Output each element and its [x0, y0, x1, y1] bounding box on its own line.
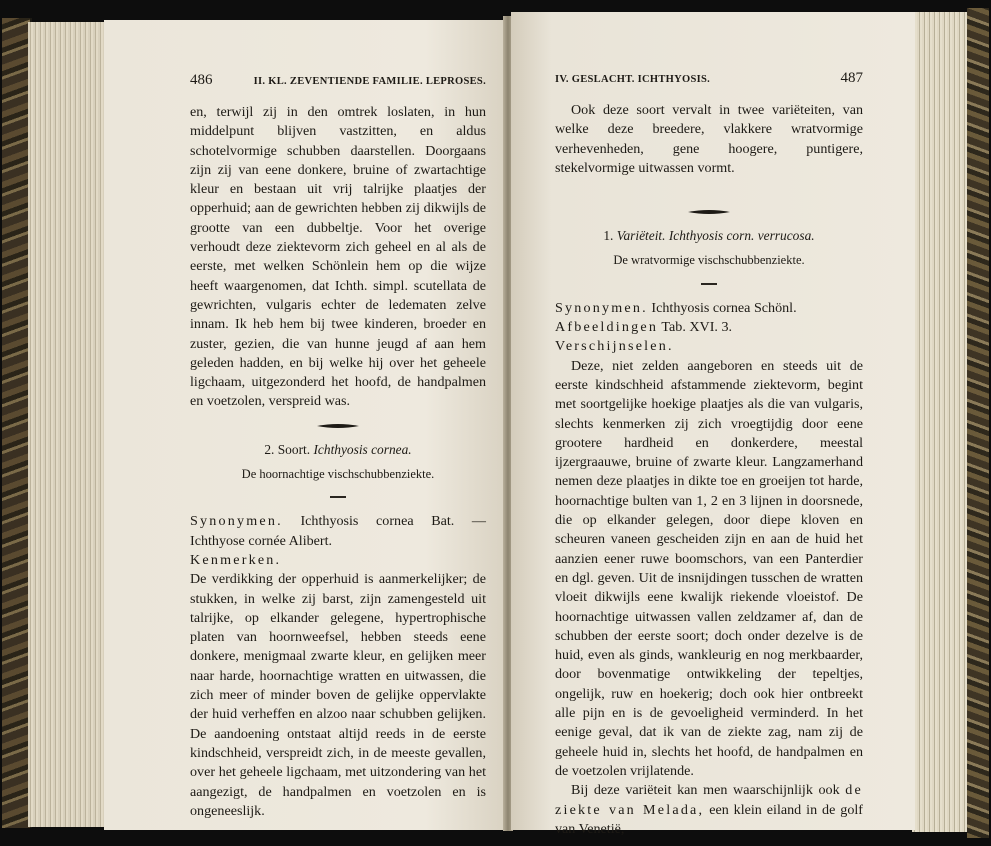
running-head: II. KL. ZEVENTIENDE FAMILIE. LEPROSES. [253, 76, 486, 87]
last-paragraph-spaced: de ziekte van Melada, [555, 782, 863, 818]
section-title-name: Ichthyosis cornea. [313, 441, 412, 457]
right-page-header [555, 70, 863, 87]
figures-label: Afbeeldingen [555, 319, 659, 336]
right-page [511, 12, 915, 837]
synonyms-line [555, 299, 863, 318]
section-title-prefix: 1. [603, 228, 614, 244]
synonyms-text: Ichthyosis cornea Bat. — Ichthyose cornée Alibert. [190, 513, 486, 549]
features-label: Kenmerken. [190, 551, 282, 568]
marbled-cover-right [967, 8, 989, 838]
synonyms-label: Synonymen. [555, 299, 648, 316]
section-subtitle: De hoornachtige vischschubbenziekte. [241, 467, 435, 482]
phenomena-label: Verschijnselen. [555, 338, 674, 355]
page-number: 486 [190, 72, 213, 88]
page-number: 487 [840, 70, 863, 86]
synonyms-label: Synonymen. [190, 513, 283, 530]
page-block-edge-left [28, 22, 106, 827]
last-paragraph-end: een klein eiland in de golf van Venetië, [555, 801, 863, 837]
last-paragraph-start: Bij deze variëteit kan men waarschijnlijk ook [571, 782, 840, 799]
section-title-prefix: 2. Soort. [264, 441, 311, 457]
features-text: De verdikking der opperhuid is aanmerkelijker; de stukken, in welke zij barst, zijn zamengesteld uit talrijke, op elkander gelegene, hypertrophische platen van hoornweefsel, hebben steeds eene donkere, menigmaal zwarte kleur, en gelijken meer naar harde, hoornachtige wratten en uitwassen, die zich meer of minder boven de gelijke oppervlakte der huid verheffen en alzoo naar schubben gelijken. De aandoening ontstaat altijd reeds in de eerste kindschheid, verspreidt zich, in de meeste gevallen, over het geheele ligchaam, met uitzondering van het aangezigt, de handpalmen en voetzolen en is ongeneeslijk. [190, 571, 486, 819]
paragraph: Ook deze soort vervalt in twee variëteiten, van welke deze breedere, vlakkere wratvormige verhevenheden, gene hoogere, puntigere, stekelvormige uitwassen vormt. [555, 102, 863, 176]
ornament-divider-icon [317, 422, 359, 430]
synonyms-line [190, 512, 486, 551]
running-head: IV. GESLACHT. ICHTHYOSIS. [555, 74, 711, 85]
last-paragraph [555, 781, 863, 839]
short-rule-divider [701, 283, 717, 285]
phenomena-text: Deze, niet zelden aangeboren en steeds uit de eerste kindschheid afstammende ziektevorm, begint met soortgelijke hoekige plaatjes als die van vulgaris, slechts kenmerken zij zich vroegtijdig door eene grootere hardheid en donkerdere, meestal ijzergraauwe, bruine of zwarte kleur. Langzamerhand nemen deze plaatjes in dikte toe en groeijen tot harde, hoornachtige bulten van 1, 2 en 3 lijnen in doorsnede, die op elkander gelegen, door diepe kloven en scheuren vaneen gescheiden zijn en aan de huid het aanzien eener ruwe boomschors, van een Panterdier en dgl. geven. Uit de insnijdingen tusschen de wratten vloeit dikwijls eene kwalijk riekende vloeistof. De hoornachtige uitwassen vallen zeldzamer af, dan de schubben der eerste soort; doch onder dezelve is de huid, even als ginds, wankleurig en nog merkbaarder, door bovenmatige ontwikkeling der tepeltjes, ongelijk, ruw en hoekerig; doch ook hier ontbreekt alle pijn en is de gevoeligheid verminderd. In het eenige geval, dat ik van de ziekte zag, nam zij de geheele huid in, slechts het hoofd, de handpalmen en de voetzolen vrijlatende. [555, 357, 863, 779]
ornament-divider-icon [688, 208, 730, 216]
synonyms-text: Ichthyosis cornea Schönl. [651, 299, 797, 316]
section-title [555, 226, 863, 245]
page-block-edge-right [912, 12, 968, 832]
figures-line [555, 318, 863, 337]
left-page-body [190, 103, 486, 821]
figures-text: Tab. XVI. 3. [661, 319, 733, 336]
paragraph: en, terwijl zij in den omtrek loslaten, in hun middelpunt blijven vastzitten, en aldus schotelvormige schubben daarstellen. Doorgaans zijn zij van eene donkere, bruine of zwartachtige kleur en bestaan uit vrij talrijke plaatjes der opperhuid; aan de gewrichten hebben zij dikwijls de grootte van een dubbeltje. Voor het overige verhoudt deze ziektevorm zich geheel en al als de eerste, met welken Schönlein hem op die wijze heeft waargenomen, dat Ichth. simpl. scutellata de gewrichten, vulgaris echter de ledematen zelve innam. Ik heb hem bij twee kinderen, broeder en zuster, gezien, die van hunne jeugd af aan hem geleden hadden, en bij welke hij over het geheele ligchaam, uitgezonderd het hoofd, de handpalmen en voetzolen, verspreid was. [190, 104, 486, 410]
right-page-body [555, 101, 863, 839]
section-subtitle: De wratvormige vischschubbenziekte. [613, 253, 805, 268]
left-page [104, 20, 506, 830]
short-rule-divider [330, 496, 346, 498]
section-title-name: Variëteit. Ichthyosis corn. verrucosa. [616, 228, 815, 244]
section-title [190, 440, 486, 459]
left-page-header [190, 72, 486, 89]
